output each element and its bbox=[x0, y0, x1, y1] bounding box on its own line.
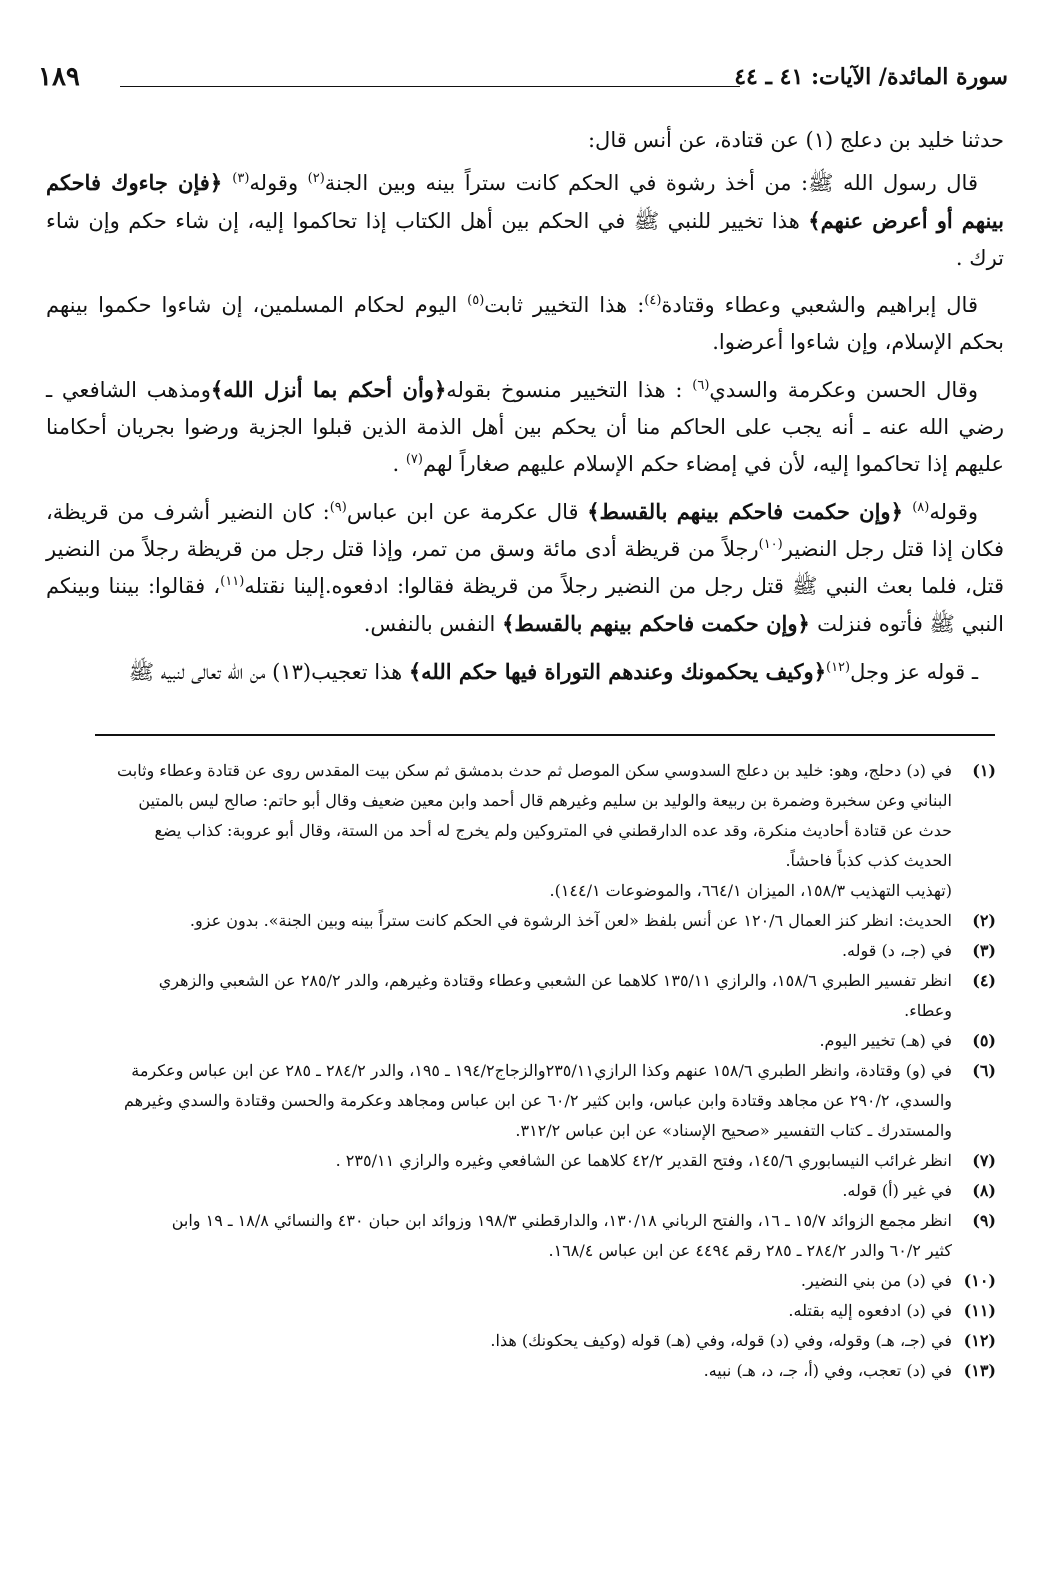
quran-verse: ﴿وكيف يحكمونك وعندهم التوراة فيها حكم الله﴾ bbox=[408, 659, 826, 684]
footnote-number: (١١) bbox=[963, 1301, 996, 1320]
footnote-text: في (جـ، هـ) وقوله، وفي (د) قوله، وفي (هـ) قوله (وكيف يحكونك) هذا. bbox=[490, 1331, 952, 1350]
footnote-line: وعطاء. bbox=[904, 1001, 952, 1020]
p4-text-d: ومذهب الشافعي ـ رضي الله عنه ـ أنه يجب على الحاكم منا أن يحكم بين أهل الذمة الذين قبلوا الجزية ورضوا بجريان أحكامنا عليهم إذا تحاكموا إليه، لأن في إمضاء حكم الإسلام عليهم صغاراً لهم bbox=[46, 378, 1004, 476]
footnote-line: في (د) دحلج، وهو: خليد بن دعلج السدوسي سكن الموصل ثم حدث بدمشق ثم سكن بيت المقدس روى عن قتادة وعطاء وثابت bbox=[117, 761, 952, 780]
footnote-number: (٦) bbox=[972, 1061, 996, 1080]
p2-text-a: قال رسول الله ﷺ: من أخذ رشوة في الحكم كانت ستراً بينه وبين الجنة bbox=[324, 171, 978, 195]
footnote-ref-9[interactable]: (٩) bbox=[329, 500, 347, 515]
p3-text-c: اليوم لحكام المسلمين، إن شاءوا حكموا بينهم بحكم الإسلام، وإن شاءوا أعرضوا. bbox=[46, 293, 1004, 354]
p5-text-d: : كان النضير أشرف من قريظة، فكان إذا قتل رجل النضير bbox=[46, 500, 1004, 561]
footnote-number: (٤) bbox=[972, 971, 996, 990]
footnote-13 bbox=[46, 1356, 996, 1386]
footnote-line: انظر مجمع الزوائد ١٥/٧ ـ ١٦، والفتح الرباني ١٣٠/١٨، والدارقطني ١٩٨/٣ وزوائد ابن حبان ٤٣٠ والنسائي ١٨/٨ ـ ١٩ وابن bbox=[171, 1211, 952, 1230]
paragraph-5 bbox=[46, 493, 1004, 643]
footnote-2 bbox=[46, 906, 996, 936]
footnote-ref-11[interactable]: (١١) bbox=[220, 574, 245, 589]
footnote-number: (٥) bbox=[972, 1031, 996, 1050]
footnote-text: في غير (أ) قوله. bbox=[842, 1181, 952, 1200]
p5-text-f: ، فقالوا: بيننا وبينكم النبي ﷺ فأتوه فنزلت bbox=[46, 574, 1004, 636]
header-rule bbox=[120, 86, 740, 87]
footnote-1 bbox=[46, 756, 996, 876]
page-number: ١٨٩ bbox=[38, 62, 80, 92]
p5-text-c: قال عكرمة عن ابن عباس bbox=[346, 500, 588, 524]
paragraph-4 bbox=[46, 371, 1004, 483]
footnote-11 bbox=[46, 1296, 996, 1326]
footnote-line: والسدي، ٢٩٠/٢ عن مجاهد وقتادة وابن عباس، وابن كثير ٦٠/٢ عن ابن عباس ومجاهد وعكرمة والحسن وقتادة والسدي وغيرهم bbox=[124, 1091, 952, 1110]
p4-text-a: وقال الحسن وعكرمة والسدي bbox=[709, 378, 978, 402]
footnote-3 bbox=[46, 936, 996, 966]
footnote-9 bbox=[46, 1206, 996, 1266]
footnote-5 bbox=[46, 1026, 996, 1056]
main-text bbox=[46, 122, 1004, 701]
p2-text-b: وقوله bbox=[249, 171, 308, 195]
footnote-number: (١٣) bbox=[963, 1361, 996, 1380]
footnote-ref-3[interactable]: (٣) bbox=[232, 171, 250, 186]
p3-text-b: : هذا التخيير ثابت bbox=[484, 293, 645, 317]
footnote-text: في (هـ) تخيير اليوم. bbox=[819, 1031, 952, 1050]
footnote-number: (١٠) bbox=[963, 1271, 996, 1290]
footnote-10 bbox=[46, 1266, 996, 1296]
footnote-number: (٣) bbox=[972, 941, 996, 960]
surah-title: سورة المائدة/ الآيات: ٤١ ـ ٤٤ bbox=[734, 64, 1008, 90]
paragraph-2 bbox=[46, 164, 1004, 277]
footnote-text: في (د) من بني النضير. bbox=[800, 1271, 952, 1290]
p4-text-e: . bbox=[392, 452, 406, 476]
footnote-ref-2[interactable]: (٢) bbox=[307, 171, 325, 186]
footnote-ref-5[interactable]: (٥) bbox=[467, 293, 485, 308]
footnote-text: الحديث: انظر كنز العمال ١٢٠/٦ عن أنس بلفظ «لعن آخذ الرشوة في الحكم كانت ستراً بينه وبين الجنة». بدون عزو. bbox=[189, 911, 952, 930]
p6-text-a: ـ قوله عز وجل bbox=[850, 660, 978, 684]
footnote-6 bbox=[46, 1056, 996, 1146]
footnote-12 bbox=[46, 1326, 996, 1356]
paragraph-6 bbox=[46, 653, 1004, 691]
footnote-4 bbox=[46, 966, 996, 1026]
footnote-number: (٨) bbox=[972, 1181, 996, 1200]
footnote-number: (١٢) bbox=[963, 1331, 996, 1350]
p2-text-d: هذا تخيير للنبي ﷺ في الحكم بين أهل الكتاب إذا تحاكموا إليه، إن شاء حكم وإن شاء ترك . bbox=[46, 209, 1004, 270]
footnote-number: (١) bbox=[972, 761, 996, 780]
footnote-line: كثير ٦٠/٢ والدر ٢٨٤/٢ ـ ٢٨٥ رقم ٤٤٩٤ عن ابن عباس ١٦٨/٤. bbox=[548, 1241, 952, 1260]
footnote-text: في (جـ، د) قوله. bbox=[841, 941, 952, 960]
p5-text-h: النفس بالنفس. bbox=[363, 612, 503, 636]
p5-text-e: رجلاً من قريظة أدى مائة وسق من تمر، وإذا قتل رجل من قريظة رجلاً من النضير قتل، فلما بعث النبي ﷺ قتل رجل من النضير رجلاً من قريظة فقالوا: ادفعوه.إلينا نقتله bbox=[46, 537, 1004, 598]
footnotes bbox=[46, 756, 996, 1386]
footnote-ref-6[interactable]: (٦) bbox=[692, 378, 710, 393]
quran-verse: ﴿وإن حكمت فاحكم بينهم بالقسط﴾ bbox=[502, 611, 818, 636]
footnote-ref-10[interactable]: (١٠) bbox=[758, 537, 783, 552]
footnote-line: انظر تفسير الطبري ١٥٨/٦، والرازي ١٣٥/١١ كلاهما عن الشعبي وعطاء وقتادة وغيرهم، والدر ٢٨٥/٢ عن الشعبي والزهري bbox=[158, 971, 952, 990]
footnote-text: في (د) تعجب، وفي (أ، جـ، د، هـ) نبيه. bbox=[703, 1361, 952, 1380]
footnote-line: الحديث كذب كذباً فاحشاً. bbox=[785, 851, 952, 870]
footnote-text: انظر غرائب النيسابوري ١٤٥/٦، وفتح القدير ٤٢/٢ كلاهما عن الشافعي وغيره والرازي ٢٣٥/١١ . bbox=[335, 1151, 952, 1170]
footnote-text: في (د) ادفعوه إليه بقتله. bbox=[788, 1301, 952, 1320]
paragraph-1: حدثنا خليد بن دعلج (١) عن قتادة، عن أنس قال: bbox=[587, 128, 1004, 152]
p6-text-c: هذا تعجيب(١٣) من الله تعالى لنبيه ﷺ bbox=[128, 660, 409, 684]
footnote-line: والمستدرك ـ كتاب التفسير «صحيح الإسناد» عن ابن عباس ٣١٢/٢. bbox=[515, 1121, 952, 1140]
quran-verse: ﴿وإن حكمت فاحكم بينهم بالقسط﴾ bbox=[587, 499, 913, 524]
footnote-number: (٧) bbox=[972, 1151, 996, 1170]
footnote-ref-7[interactable]: (٧) bbox=[405, 452, 423, 467]
p4-text-b: : هذا التخيير منسوخ بقوله bbox=[446, 378, 693, 402]
footnote-number: (٢) bbox=[972, 911, 996, 930]
footnote-line: حدث عن قتادة أحاديث منكرة، وقد عده الدارقطني في المتروكين ولم يخرج له أحد من الستة، وقال أبو عروبة: كذاب يضع bbox=[154, 821, 952, 840]
footnote-number: (٩) bbox=[972, 1211, 996, 1230]
page-header bbox=[38, 62, 1008, 102]
quran-verse: ﴿فإن جاءوك فاحكم بينهم أو أعرض عنهم﴾ bbox=[46, 170, 1004, 233]
footnote-1-source: (تهذيب التهذيب ١٥٨/٣، الميزان ٦٦٤/١، والموضوعات ١٤٤/١). bbox=[549, 881, 952, 900]
footnote-7 bbox=[46, 1146, 996, 1176]
footnote-8 bbox=[46, 1176, 996, 1206]
paragraph-3 bbox=[46, 287, 1004, 361]
p5-text-a: وقوله bbox=[929, 500, 979, 524]
footnote-ref-4[interactable]: (٤) bbox=[644, 293, 662, 308]
quran-verse: ﴿وأن أحكم بما أنزل الله﴾ bbox=[210, 377, 447, 402]
footnote-line: في (و) وقتادة، وانظر الطبري ١٥٨/٦ عنهم وكذا الرازي٢٣٥/١١والزجاج١٩٤/٢ ـ ١٩٥، والدر ٢٨٤/٢ ـ ٢٨٥ عن ابن عباس وعكرمة bbox=[131, 1061, 952, 1080]
footnote-line: البناني وعن سخبرة وضمرة بن ربيعة والوليد بن سليم وغيرهم قال أحمد وابن معين ضعيف وقال أبو حاتم: صالح ليس بالمتين bbox=[138, 791, 952, 810]
p3-text-a: قال إبراهيم والشعبي وعطاء وقتادة bbox=[661, 293, 978, 317]
footnote-separator bbox=[95, 734, 995, 736]
footnote-ref-8[interactable]: (٨) bbox=[912, 500, 930, 515]
footnote-ref-12[interactable]: (١٢) bbox=[826, 660, 851, 675]
